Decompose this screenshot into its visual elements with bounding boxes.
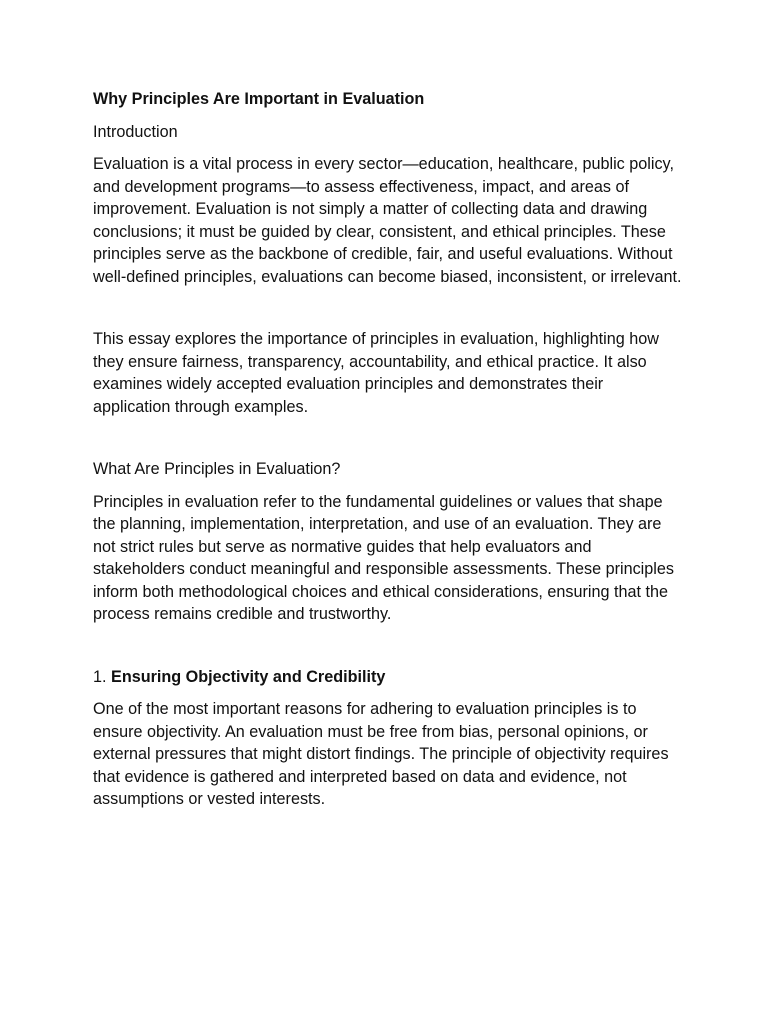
intro-paragraph-2: This essay explores the importance of principles in evaluation, highlighting how they ensure fairness, transparency, accountability, and ethical practice. It also examines widely accepted evaluation principles and demonstrates their application through examples. [93,330,659,416]
section-heading-principles: What Are Principles in Evaluation? [93,460,341,478]
document-page [93,88,683,821]
section-number: 1. [93,667,107,686]
section-heading-objectivity [93,666,683,689]
intro-paragraph-1: Evaluation is a vital process in every sector—education, healthcare, public policy, and development programs—to assess effectiveness, impact, and areas of improvement. Evaluation is not simply a matter of collecting data and drawing conclusions; it must be guided by clear, consistent, and ethical principles. These principles serve as the backbone of credible, fair, and useful evaluations. Without well-defined principles, evaluations can become biased, inconsistent, or irrelevant. [93,155,682,286]
objectivity-paragraph: One of the most important reasons for adhering to evaluation principles is to ensure objectivity. An evaluation must be free from bias, personal opinions, or external pressures that might distort findings. The principle of objectivity requires that evidence is gathered and interpreted based on data and evidence, not assumptions or vested interests. [93,700,669,808]
principles-paragraph: Principles in evaluation refer to the fundamental guidelines or values that shape the planning, implementation, interpretation, and use of an evaluation. They are not strict rules but serve as normative guides that help evaluators and stakeholders conduct meaningful and responsible assessments. These principles inform both methodological choices and ethical considerations, ensuring that the process remains credible and trustworthy. [93,492,674,623]
paragraph-spacer [93,636,683,666]
introduction-heading: Introduction [93,122,178,141]
paragraph-spacer [93,298,683,328]
paragraph-spacer [93,428,683,458]
section-title: Ensuring Objectivity and Credibility [111,667,386,686]
document-title: Why Principles Are Important in Evaluation [93,90,425,108]
